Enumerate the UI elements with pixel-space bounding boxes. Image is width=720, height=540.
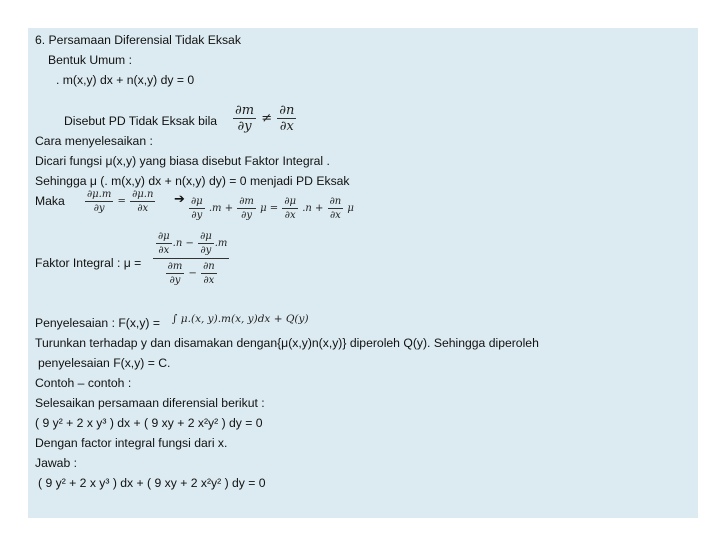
solution-integral-formula: ∫ μ.(x, y).m(x, y)dx + Q(y) bbox=[172, 313, 309, 325]
exactness-condition-formula: $\frac{\partial\mu.m}{\partial y}$ = $\frac{\partial\mu.n}{\partial x}$ bbox=[87, 189, 154, 214]
implies-arrow-icon: ➔ bbox=[174, 192, 185, 207]
examples-label: Contoh – contoh : bbox=[35, 376, 132, 390]
integral-factor-label: Faktor Integral : μ = bbox=[35, 256, 142, 270]
general-form-equation: . m(x,y) dx + n(x,y) dy = 0 bbox=[56, 73, 195, 87]
expanded-condition-formula: $\frac{\partial\mu}{\partial y}$ .m + $\frac{\partial m}{\partial y}$ μ = $\frac{\partial\mu}{\partial x}$ .n + $\frac{\partial n}{\partial x}$ μ bbox=[191, 196, 354, 221]
answer-label: Jawab : bbox=[35, 456, 78, 470]
method-label: Cara menyelesaikan : bbox=[35, 134, 153, 148]
solution-result: penyelesaian F(x,y) = C. bbox=[38, 356, 171, 370]
exercise-equation: ( 9 y² + 2 x y³ ) dx + ( 9 xy + 2 x²y² ) dy = 0 bbox=[35, 416, 263, 430]
general-form-label: Bentuk Umum : bbox=[48, 53, 132, 67]
section-title: 6. Persamaan Diferensial Tidak Eksak bbox=[35, 33, 241, 47]
integral-factor-formula: $\frac{\partial\mu}{\partial x}$ .n − $\frac{\partial\mu}{\partial y}$ .m $\frac{\partial m}{\partial y}$ − $\frac{\partial n}{\partial x}$ bbox=[152, 231, 230, 286]
solution-label: Penyelesaian : F(x,y) = bbox=[35, 316, 160, 330]
inexact-condition-formula: $\frac{\partial m}{\partial y}$ ≠ $\frac{\partial n}{\partial x}$ bbox=[235, 103, 295, 134]
exact-equation-text: Sehingga μ (. m(x,y) dx + n(x,y) dy) = 0 menjadi PD Eksak bbox=[35, 174, 350, 188]
slide bbox=[28, 28, 698, 518]
exercise-hint: Dengan factor integral fungsi dari x. bbox=[35, 436, 228, 450]
differentiate-instruction: Turunkan terhadap y dan disamakan dengan{μ(x,y)n(x,y)} diperoleh Q(y). Sehingga diperoleh bbox=[35, 336, 539, 350]
then-label: Maka bbox=[35, 194, 65, 208]
answer-equation: ( 9 y² + 2 x y³ ) dx + ( 9 xy + 2 x²y² ) dy = 0 bbox=[38, 476, 266, 490]
exercise-instruction: Selesaikan persamaan diferensial berikut : bbox=[35, 396, 265, 410]
inexact-condition-text: Disebut PD Tidak Eksak bila bbox=[64, 114, 218, 128]
integral-factor-text: Dicari fungsi μ(x,y) yang biasa disebut Faktor Integral . bbox=[35, 154, 330, 168]
